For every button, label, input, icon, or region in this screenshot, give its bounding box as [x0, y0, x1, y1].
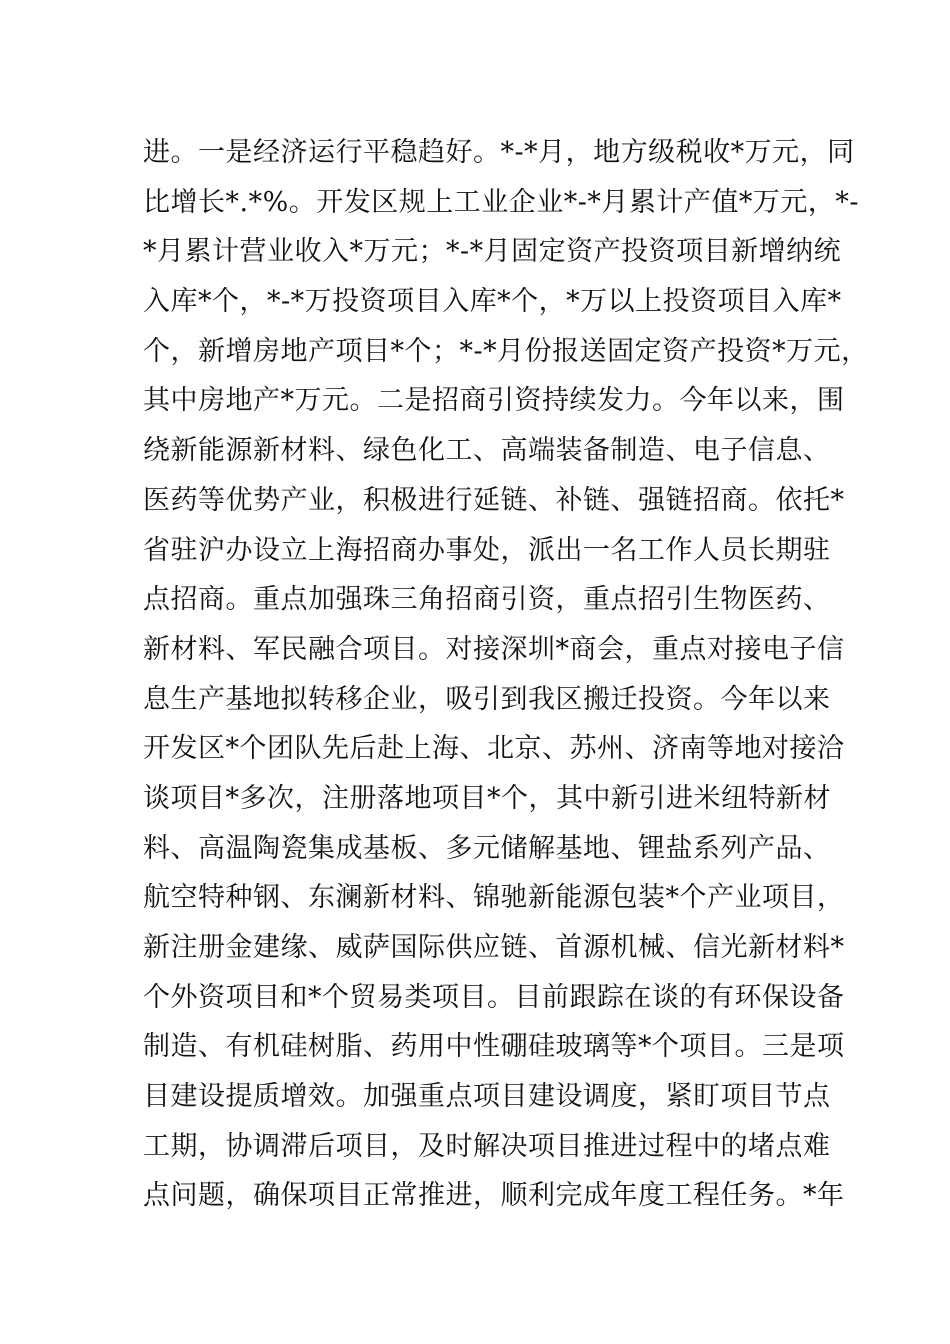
- text-line: 航空特种钢、东澜新材料、锦驰新能源包装*个产业项目，: [143, 882, 845, 914]
- text-line: 工期，协调滞后项目，及时解决项目推进过程中的堵点难: [143, 1130, 831, 1162]
- text-line: 新材料、军民融合项目。对接深圳*商会，重点对接电子信: [143, 633, 845, 665]
- text-line: 点招商。重点加强珠三角招商引资，重点招引生物医药、: [143, 584, 831, 616]
- text-line: 息生产基地拟转移企业，吸引到我区搬迁投资。今年以来: [143, 683, 831, 715]
- text-line: 进。一是经济运行平稳趋好。*-*月，地方级税收*万元，同: [143, 137, 855, 168]
- text-line: 绕新能源新材料、绿色化工、高端装备制造、电子信息、: [143, 435, 831, 467]
- text-line: 入库*个，*-*万投资项目入库*个，*万以上投资项目入库*: [143, 286, 842, 318]
- text-line: 个外资项目和*个贸易类项目。目前跟踪在谈的有环保设备: [143, 981, 845, 1013]
- text-line: 个，新增房地产项目*个；*-*月份报送固定资产投资*万元，: [143, 335, 869, 367]
- text-line: 医药等优势产业，积极进行延链、补链、强链招商。依托*: [143, 484, 845, 516]
- text-line: 省驻沪办设立上海招商办事处，派出一名工作人员长期驻: [143, 534, 831, 566]
- text-line: 开发区*个团队先后赴上海、北京、苏州、济南等地对接洽: [143, 733, 845, 765]
- text-line: 制造、有机硅树脂、药用中性硼硅玻璃等*个项目。三是项: [143, 1031, 845, 1063]
- text-line: *月累计营业收入*万元；*-*月固定资产投资项目新增纳统: [143, 236, 842, 268]
- text-line: 点问题，确保项目正常推进，顺利完成年度工程任务。*年: [143, 1180, 845, 1212]
- text-line: 谈项目*多次，注册落地项目*个，其中新引进米纽特新材: [143, 782, 831, 814]
- text-line: 料、高温陶瓷集成基板、多元储解基地、锂盐系列产品、: [143, 832, 831, 864]
- text-line: 其中房地产*万元。二是招商引资持续发力。今年以来，围: [143, 385, 845, 417]
- text-line: 新注册金建缘、威萨国际供应链、首源机械、信光新材料*: [143, 932, 845, 963]
- text-line: 目建设提质增效。加强重点项目建设调度，紧盯项目节点: [143, 1081, 831, 1113]
- body-text: [143, 128, 869, 1221]
- text-line: 比增长*.*%。开发区规上工业企业*-*月累计产值*万元，*-: [143, 186, 859, 218]
